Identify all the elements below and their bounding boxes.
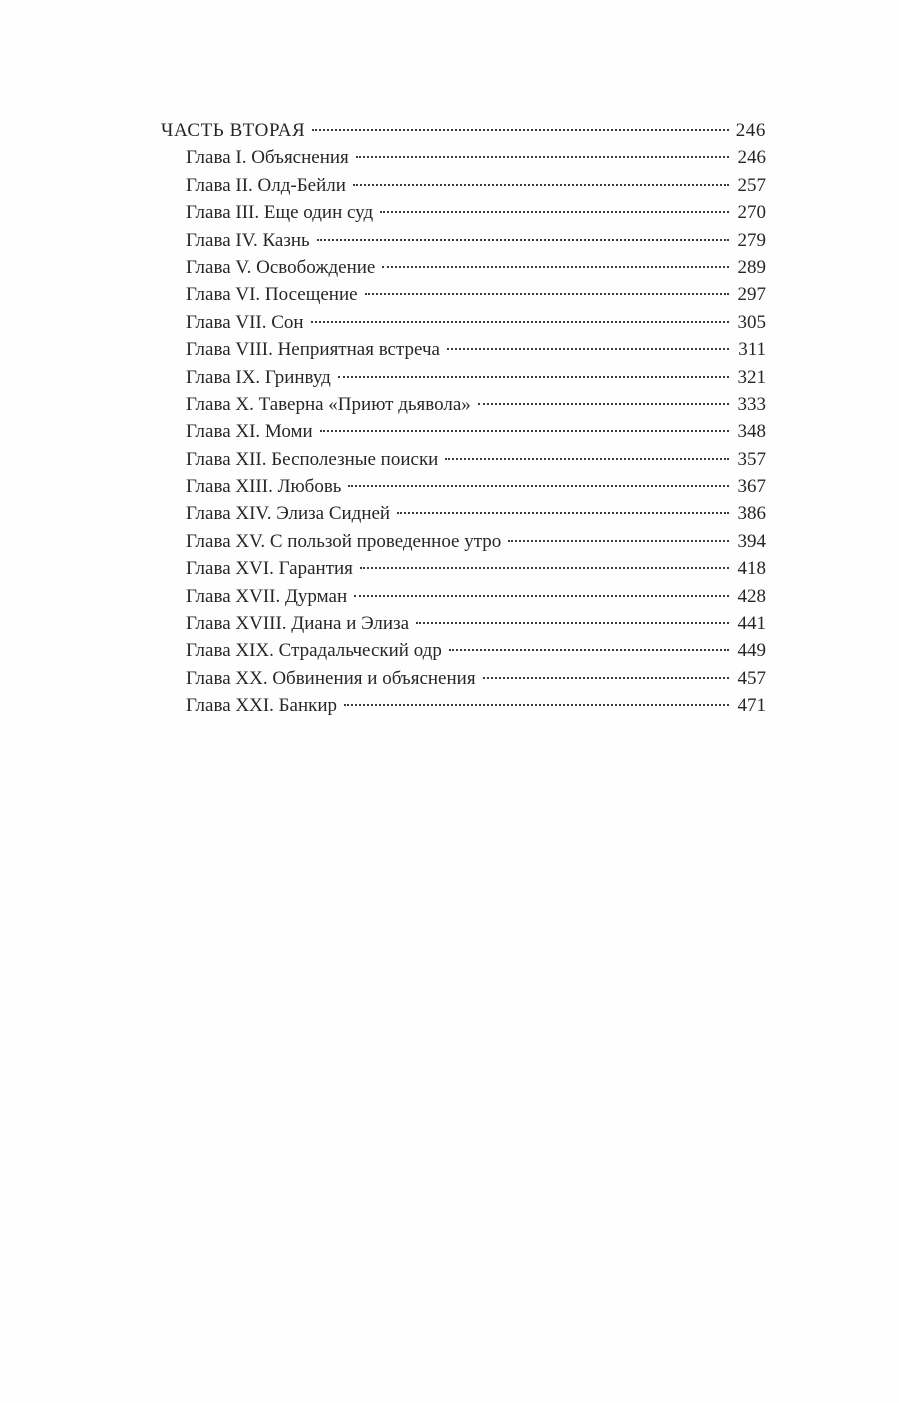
toc-chapter-title: Глава XII. Бесполезные поиски [186,448,439,470]
toc-page-number: 246 [737,147,766,169]
toc-chapter-title: Глава XIX. Страдальческий одр [186,640,442,662]
toc-chapter-entry [161,583,766,610]
toc-chapter-title: Глава XVI. Гарантия [186,558,353,580]
toc-chapter-title: Глава VIII. Неприятная встреча [186,339,440,361]
toc-chapter-title: Глава III. Еще один суд [186,202,374,224]
toc-page-number: 246 [735,120,766,141]
toc-chapter-entry [161,446,766,473]
dot-leader [447,348,729,350]
toc-chapter-title: Глава VII. Сон [186,311,304,333]
toc-chapter-entry [161,254,766,281]
toc-chapter-entry [161,528,766,555]
toc-page-number: 357 [737,448,766,470]
table-of-contents [161,117,766,720]
toc-page-number: 289 [737,256,766,278]
toc-page-number: 386 [737,503,766,525]
dot-leader [348,485,729,487]
toc-chapter-entry [161,364,766,391]
toc-page-number: 418 [737,558,766,580]
dot-leader [365,293,729,295]
toc-chapter-entry [161,692,766,719]
toc-chapter-entry [161,555,766,582]
toc-page-number: 428 [737,585,766,607]
toc-page-number: 394 [737,530,766,552]
dot-leader [445,458,729,460]
toc-chapter-entry [161,473,766,500]
dot-leader [353,184,729,186]
toc-chapter-entry [161,309,766,336]
dot-leader [416,622,729,624]
dot-leader [360,567,729,569]
dot-leader [311,321,729,323]
toc-chapter-title: Глава V. Освобождение [186,256,376,278]
toc-chapter-title: Глава XVIII. Диана и Элиза [186,613,410,635]
dot-leader [382,266,729,268]
toc-page-number: 457 [737,667,766,689]
toc-page-number: 321 [737,366,766,388]
toc-page-number: 333 [737,393,766,415]
toc-chapter-entry [161,610,766,637]
toc-page-number: 270 [737,202,766,224]
toc-chapter-title: Глава VI. Посещение [186,284,358,306]
toc-chapter-title: Глава X. Таверна «Приют дьявола» [186,393,471,415]
toc-page-number: 367 [737,476,766,498]
dot-leader [478,403,729,405]
toc-chapter-entry [161,336,766,363]
toc-page-number: 441 [737,613,766,635]
toc-page-number: 449 [737,640,766,662]
dot-leader [397,512,729,514]
toc-chapter-title: Глава XVII. Дурман [186,585,348,607]
dot-leader [380,211,729,213]
toc-page-number: 305 [737,311,766,333]
toc-chapter-title: Глава XIII. Любовь [186,476,342,498]
dot-leader [320,430,729,432]
toc-page-number: 311 [738,339,766,361]
dot-leader [449,649,729,651]
toc-chapter-title: Глава IV. Казнь [186,229,310,251]
dot-leader [356,156,729,158]
toc-chapter-title: Глава XV. С пользой проведенное утро [186,530,502,552]
toc-part-title: ЧАСТЬ ВТОРАЯ [161,120,306,141]
dot-leader [354,595,729,597]
toc-chapter-title: Глава XX. Обвинения и объяснения [186,667,476,689]
toc-chapter-entry [161,665,766,692]
toc-chapter-entry [161,418,766,445]
toc-chapter-title: Глава XIV. Элиза Сидней [186,503,391,525]
toc-page-number: 471 [737,695,766,717]
toc-chapter-entry [161,227,766,254]
toc-chapter-title: Глава XXI. Банкир [186,695,338,717]
toc-chapter-title: Глава II. Олд-Бейли [186,174,346,196]
dot-leader [483,677,729,679]
toc-chapter-title: Глава I. Объяснения [186,147,349,169]
dot-leader [344,704,729,706]
toc-chapter-title: Глава XI. Моми [186,421,313,443]
toc-chapter-entry [161,391,766,418]
toc-chapter-entry [161,500,766,527]
toc-page-number: 297 [737,284,766,306]
toc-chapter-entry [161,199,766,226]
dot-leader [312,129,729,131]
toc-chapter-entry [161,637,766,664]
toc-page-number: 257 [737,174,766,196]
chapter-list [161,144,766,719]
toc-chapter-entry [161,144,766,171]
dot-leader [317,239,729,241]
toc-page-number: 348 [737,421,766,443]
toc-chapter-title: Глава IX. Гринвуд [186,366,331,388]
toc-chapter-entry [161,281,766,308]
toc-chapter-entry [161,172,766,199]
dot-leader [338,376,729,378]
toc-part-entry [161,117,766,144]
dot-leader [508,540,729,542]
toc-page-number: 279 [737,229,766,251]
